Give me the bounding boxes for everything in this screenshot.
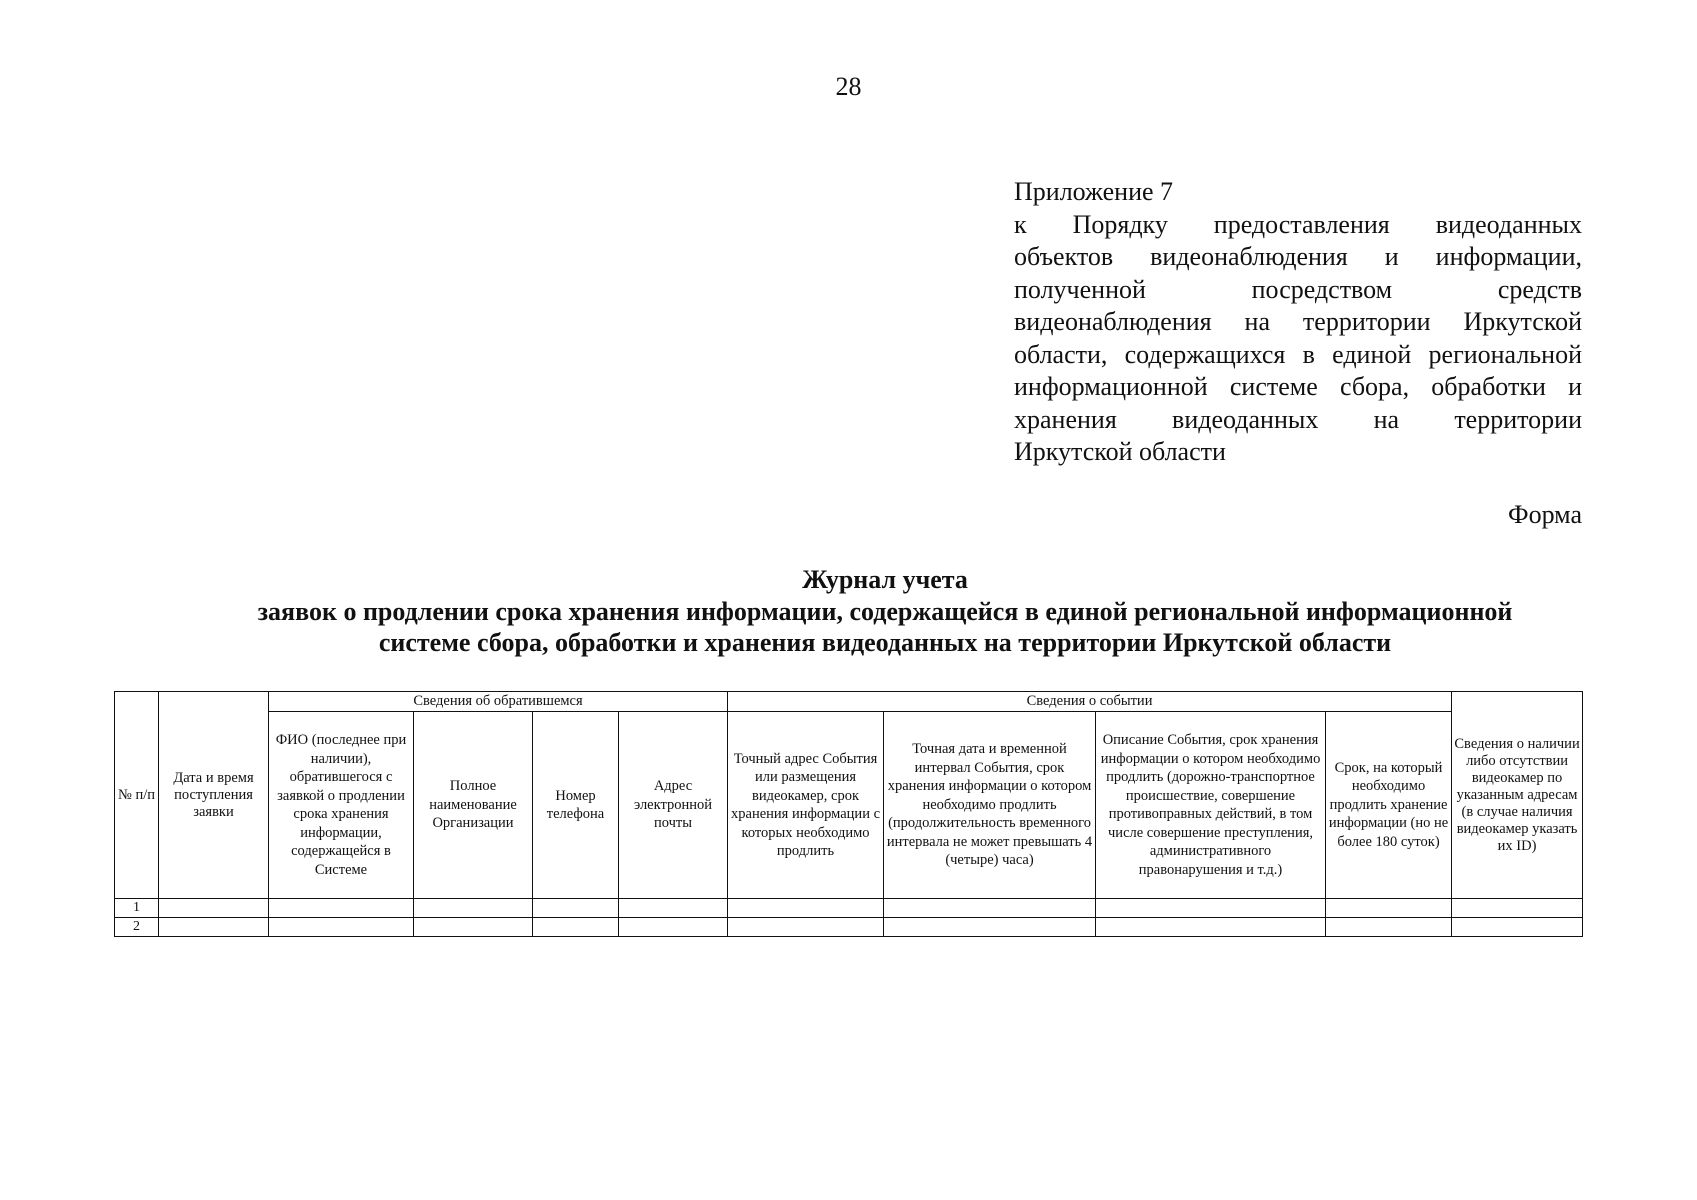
column-header-number: № п/п: [115, 692, 159, 899]
appendix-line: хранения видеоданных на территории: [1014, 404, 1582, 434]
appendix-line: видеонаблюдения на территории Иркутской: [1014, 307, 1582, 336]
form-label: Форма: [1508, 500, 1582, 529]
table-cell: [533, 899, 619, 918]
table-cell: [1096, 899, 1326, 918]
table-cell: [1452, 918, 1583, 937]
table-cell: [619, 899, 728, 918]
appendix-header: [1014, 176, 1582, 469]
group-header-applicant: Сведения об обратившемся: [269, 692, 728, 712]
table-cell: [533, 918, 619, 937]
table-cell: [619, 918, 728, 937]
page-number: 28: [835, 72, 862, 101]
column-header-email: Адрес электронной почты: [619, 712, 728, 899]
column-header-time-interval: Точная дата и временной интервал События, срок хранения информации о котором необходимо продлить (продолжительность временного интервала не может превышать 4 (четыре) часа): [884, 712, 1096, 899]
table-cell: [884, 899, 1096, 918]
column-header-cameras: Сведения о наличии либо отсутствии видеокамер по указанным адресам (в случае наличия видеокамер указать их ID): [1452, 692, 1583, 899]
row-number: 2: [115, 918, 159, 937]
table-cell: [728, 899, 884, 918]
table-cell: [269, 918, 414, 937]
table-cell: [414, 899, 533, 918]
appendix-line: полученной посредством средств: [1014, 274, 1582, 304]
group-header-event: Сведения о событии: [728, 692, 1452, 712]
column-header-term: Срок, на который необходимо продлить хранение информации (но не более 180 суток): [1326, 712, 1452, 899]
appendix-line: объектов видеонаблюдения и информации,: [1014, 242, 1582, 271]
table-cell: [1096, 918, 1326, 937]
table-cell: [159, 899, 269, 918]
title-line-2: заявок о продлении срока хранения информации, содержащейся в единой региональной информационной: [257, 596, 1513, 626]
appendix-line: области, содержащихся в единой региональной: [1014, 339, 1582, 369]
table-cell: [414, 918, 533, 937]
appendix-line: к Порядку предоставления видеоданных: [1014, 209, 1582, 239]
column-header-date: Дата и время поступления заявки: [159, 692, 269, 899]
table-cell: [1326, 918, 1452, 937]
document-title: [110, 564, 1660, 659]
table-cell: [269, 899, 414, 918]
column-header-organization: Полное наименование Организации: [414, 712, 533, 899]
table-cell: [159, 918, 269, 937]
table-row: [115, 918, 1583, 937]
journal-table: [114, 691, 1583, 937]
table-column-header-row: [115, 712, 1583, 899]
column-header-phone: Номер телефона: [533, 712, 619, 899]
table-cell: [1326, 899, 1452, 918]
appendix-line: Иркутской области: [1014, 437, 1226, 466]
table-cell: [1452, 899, 1583, 918]
title-line-3: системе сбора, обработки и хранения видеоданных на территории Иркутской области: [378, 628, 1392, 657]
appendix-title: Приложение 7: [1014, 177, 1174, 206]
column-header-address: Точный адрес События или размещения видеокамер, срок хранения информации с которых необходимо продлить: [728, 712, 884, 899]
row-number: 1: [115, 899, 159, 918]
table-row: [115, 899, 1583, 918]
table-cell: [728, 918, 884, 937]
table-cell: [884, 918, 1096, 937]
column-header-description: Описание События, срок хранения информации о котором необходимо продлить (дорожно-транспортное происшествие, совершение противоправных действий, в том числе совершение преступления, административного правонарушения и т.д.): [1096, 712, 1326, 899]
table-group-header-row: [115, 692, 1583, 712]
appendix-line: информационной системе сбора, обработки и: [1014, 372, 1582, 401]
column-header-fio: ФИО (последнее при наличии), обратившегося с заявкой о продлении срока хранения информации, содержащейся в Системе: [269, 712, 414, 899]
title-line-1: Журнал учета: [802, 565, 968, 594]
